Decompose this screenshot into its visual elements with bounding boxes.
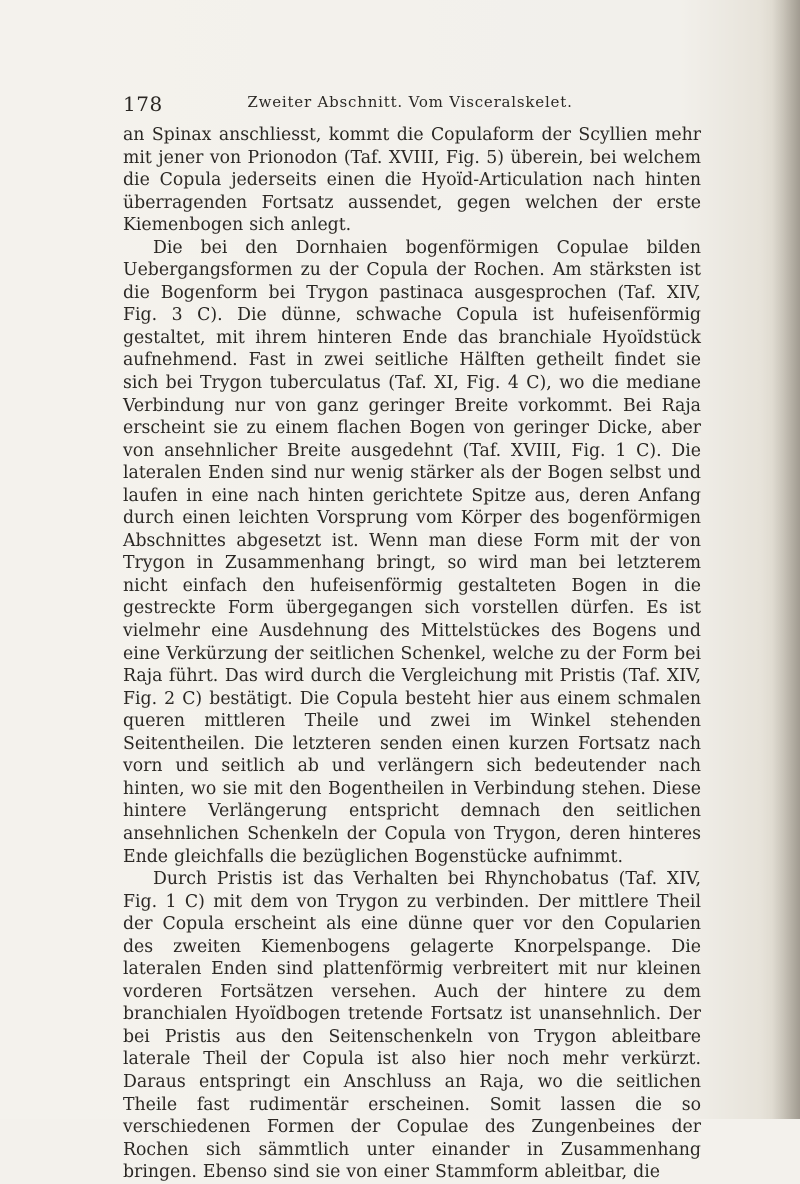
- paragraph: Durch Pristis ist das Verhalten bei Rhynchobatus (Taf. XIV, Fig. 1 C) mit dem von Trygon zu verbinden. Der mittlere Theil der Copula erscheint als eine dünne quer vor den Copularien des zweiten Kiemenbogens gelagerte Knorpelspange. Die lateralen Enden sind plattenförmig verbreitert mit nur kleinen vorderen Fortsätzen versehen. Auch der hintere zu dem branchialen Hyoïdbogen tretende Fortsatz ist unansehnlich. Der bei Pristis aus den Seitenschenkeln von Trygon ableitbare laterale Theil der Copula ist also hier noch mehr verkürzt. Daraus entspringt ein Anschluss an Raja, wo die seitlichen Theile fast rudimentär erscheinen. Somit lassen die so verschiedenen Formen der Copulae des Zungenbeines der Rochen sich sämmtlich unter einander in Zusammenhang bringen. Ebenso sind sie von einer Stammform ableitbar, die: [123, 869, 701, 1183]
- body-text: [123, 124, 701, 1184]
- paragraph: an Spinax anschliesst, kommt die Copulaform der Scyllien mehr mit jener von Prionodon (Taf. XVIII, Fig. 5) überein, bei welchem die Copula jederseits einen die Hyoïd-Articulation nach hinten überragenden Fortsatz aussendet, gegen welchen der erste Kiemenbogen sich anlegt.: [123, 125, 701, 236]
- running-title: Zweiter Abschnitt. Vom Visceralskelet.: [247, 93, 573, 111]
- page-header: [120, 88, 700, 118]
- paragraph: Die bei den Dornhaien bogenförmigen Copulae bilden Uebergangsformen zu der Copula der Rochen. Am stärksten ist die Bogenform bei Trygon pastinaca ausgesprochen (Taf. XIV, Fig. 3 C). Die dünne, schwache Copula ist hufeisenförmig gestaltet, mit ihrem hinteren Ende das branchiale Hyoïdstück aufnehmend. Fast in zwei seitliche Hälften getheilt findet sie sich bei Trygon tuberculatus (Taf. XI, Fig. 4 C), wo die mediane Verbindung nur von ganz geringer Breite vorkommt. Bei Raja erscheint sie zu einem flachen Bogen von geringer Dicke, aber von ansehnlicher Breite ausgedehnt (Taf. XVIII, Fig. 1 C). Die lateralen Enden sind nur wenig stärker als der Bogen selbst und laufen in eine nach hinten gerichtete Spitze aus, deren Anfang durch einen leichten Vorsprung vom Körper des bogenförmigen Abschnittes abgesetzt ist. Wenn man diese Form mit der von Trygon in Zusammenhang bringt, so wird man bei letzterem nicht einfach den hufeisenförmig gestalteten Bogen in die gestreckte Form übergegangen sich vorstellen dürfen. Es ist vielmehr eine Ausdehnung des Mittelstückes des Bogens und eine Verkürzung der seitlichen Schenkel, welche zu der Form bei Raja führt. Das wird durch die Vergleichung mit Pristis (Taf. XIV, Fig. 2 C) bestätigt. Die Copula besteht hier aus einem schmalen queren mittleren Theile und zwei im Winkel stehenden Seitentheilen. Die letzteren senden einen kurzen Fortsatz nach vorn und seitlich ab und verlängern sich bedeutender nach hinten, wo sie mit den Bogentheilen in Verbindung stehen. Diese hintere Verlängerung entspricht demnach den seitlichen ansehnlichen Schenkeln der Copula von Trygon, deren hinteres Ende gleichfalls die bezüglichen Bogenstücke aufnimmt.: [123, 237, 701, 867]
- page-edge-shadow: [772, 0, 800, 1119]
- page-number: 178: [123, 92, 163, 116]
